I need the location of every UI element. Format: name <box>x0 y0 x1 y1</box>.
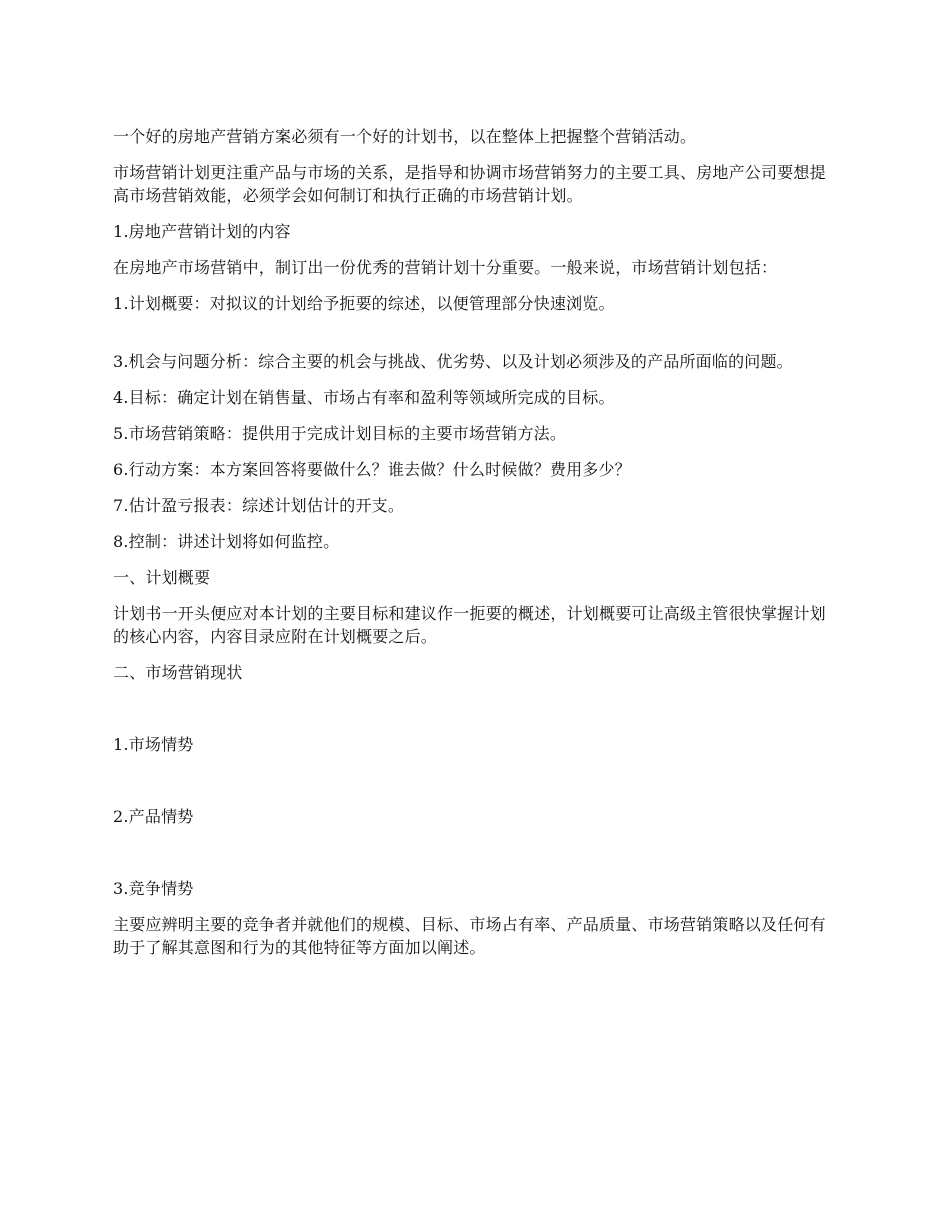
paragraph-plan-includes: 在房地产市场营销中，制订出一份优秀的营销计划十分重要。一般来说，市场营销计划包括： <box>113 258 778 277</box>
subheading-competition-situation: 3.竞争情势 <box>113 879 194 898</box>
blank-gap <box>113 697 841 733</box>
list-item-marketing-strategy: 5.市场营销策略：提供用于完成计划目标的主要市场营销方法。 <box>113 424 567 443</box>
list-item-plan-summary: 1.计划概要：对拟议的计划给予扼要的综述，以便管理部分快速浏览。 <box>113 294 615 313</box>
paragraph-marketing-plan: 市场营销计划更注重产品与市场的关系，是指导和协调市场营销努力的主要工具、房地产公司要想提高市场营销效能，必须学会如何制订和执行正确的市场营销计划。 <box>113 163 826 205</box>
section-heading-market-status: 二、市场营销现状 <box>113 663 243 682</box>
paragraph-competition: 主要应辨明主要的竞争者并就他们的规模、目标、市场占有率、产品质量、市场营销策略以及任何有助于了解其意图和行为的其他特征等方面加以阐述。 <box>113 915 826 957</box>
list-item-opportunity-analysis: 3.机会与问题分析：综合主要的机会与挑战、优劣势、以及计划必须涉及的产品所面临的问题。 <box>113 352 793 371</box>
blank-gap <box>113 328 841 350</box>
subheading-market-situation: 1.市场情势 <box>113 735 194 754</box>
document-body <box>113 125 841 972</box>
heading-plan-content: 1.房地产营销计划的内容 <box>113 222 291 241</box>
list-item-goals: 4.目标：确定计划在销售量、市场占有率和盈利等领域所完成的目标。 <box>113 388 615 407</box>
blank-gap <box>113 841 841 877</box>
list-item-action-plan: 6.行动方案：本方案回答将要做什么？谁去做？什么时候做？费用多少？ <box>113 460 631 479</box>
list-item-control: 8.控制：讲述计划将如何监控。 <box>113 532 340 551</box>
paragraph-plan-summary: 计划书一开头便应对本计划的主要目标和建议作一扼要的概述，计划概要可让高级主管很快掌握计划的核心内容，内容目录应附在计划概要之后。 <box>113 604 826 646</box>
list-item-profit-loss: 7.估计盈亏报表：综述计划估计的开支。 <box>113 496 405 515</box>
intro-paragraph: 一个好的房地产营销方案必须有一个好的计划书，以在整体上把握整个营销活动。 <box>113 127 697 146</box>
section-heading-plan-summary: 一、计划概要 <box>113 568 211 587</box>
blank-gap <box>113 769 841 805</box>
subheading-product-situation: 2.产品情势 <box>113 807 194 826</box>
